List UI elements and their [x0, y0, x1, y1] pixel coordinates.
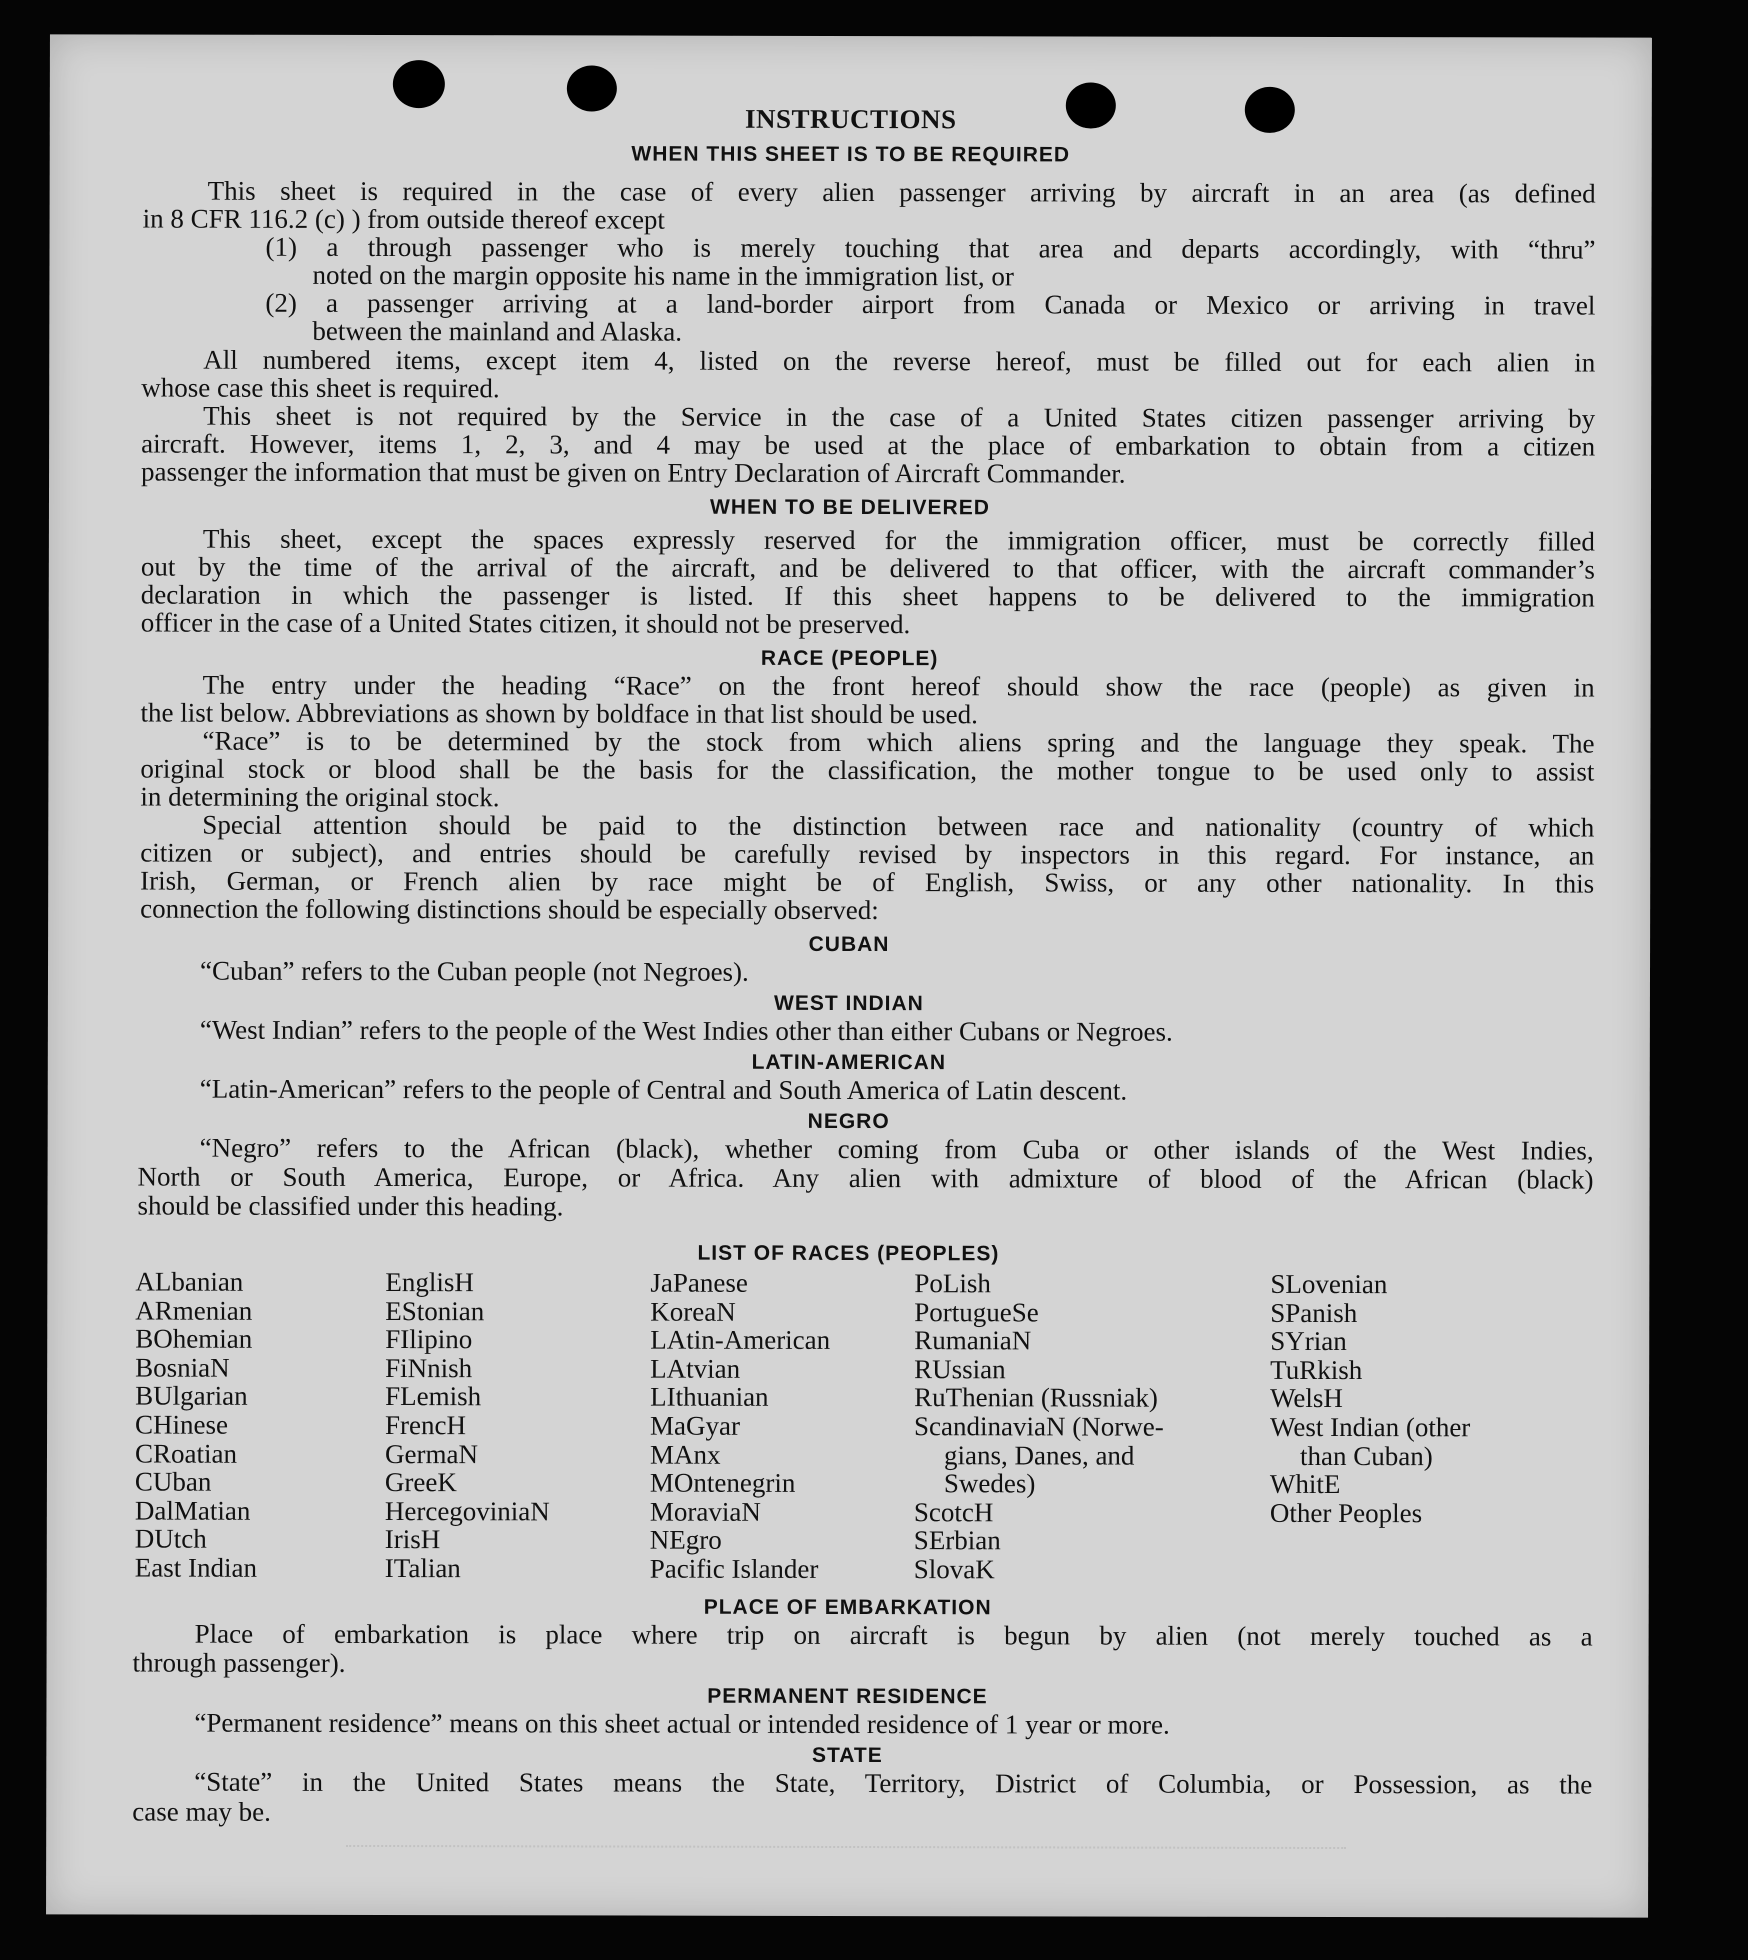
race-entry: HercegoviniaN: [384, 1495, 550, 1527]
text-line: the list below. Abbreviations as shown by boldface in that list should be used.: [140, 697, 978, 730]
text-line: declaration in which the passenger is listed. If this sheet happens to be delivered to the immigration: [140, 579, 1595, 613]
race-entry: SErbian: [913, 1525, 1001, 1556]
race-entry: RumaniaN: [914, 1325, 1032, 1356]
text-line: original stock or blood shall be the basis for the classification, the mother tongue to be used only to assist: [140, 753, 1595, 787]
race-entry: ScandinaviaN (Norwe-: [914, 1411, 1164, 1442]
race-entry: SlovaK: [913, 1554, 995, 1585]
text-line: This sheet, except the spaces expressly reserved for the immigration officer, must be correctly filled: [202, 523, 1595, 557]
text-line: through passenger).: [132, 1647, 346, 1678]
race-entry: SYrian: [1270, 1326, 1347, 1357]
race-entry: BosniaN: [135, 1352, 230, 1383]
heading-when-required: WHEN THIS SHEET IS TO BE REQUIRED: [631, 142, 1071, 167]
race-entry: FLemish: [385, 1381, 482, 1412]
race-entry: JaPanese: [650, 1267, 748, 1298]
race-entry: West Indian (other: [1270, 1411, 1471, 1443]
race-entry: MoraviaN: [649, 1496, 761, 1527]
text-line: officer in the case of a United States citizen, it should not be preserved.: [140, 607, 911, 640]
race-entry: DalMatian: [134, 1495, 251, 1526]
text-line: All numbered items, except item 4, listed on the reverse hereof, must be filled out for each alien in: [203, 344, 1596, 378]
text-line: Irish, German, or French alien by race might be of English, Swiss, or any other nationality. In this: [140, 865, 1595, 899]
races-column-4: [914, 1269, 1164, 1584]
race-entry: SPanish: [1270, 1297, 1358, 1328]
text-line: between the mainland and Alaska.: [312, 315, 683, 347]
heading-negro: NEGRO: [807, 1109, 890, 1134]
heading-race-people: RACE (PEOPLE): [760, 646, 939, 671]
race-entry: DUtch: [134, 1523, 207, 1554]
race-entry: CHinese: [135, 1409, 229, 1440]
heading-list-of-races: LIST OF RACES (PEOPLES): [697, 1241, 1000, 1266]
race-entry: CUban: [134, 1466, 212, 1497]
race-entry: ITalian: [384, 1552, 461, 1584]
text-line: noted on the margin opposite his name in the immigration list, or: [312, 259, 1014, 292]
race-entry: MaGyar: [650, 1410, 741, 1441]
race-entry: EStonian: [385, 1295, 485, 1326]
heading-permanent-residence: PERMANENT RESIDENCE: [707, 1684, 988, 1709]
text-line: “Race” is to be determined by the stock from which aliens spring and the language they speak. The: [202, 725, 1595, 759]
race-entry: FiNnish: [385, 1352, 473, 1383]
race-entry: Swedes): [943, 1468, 1036, 1499]
race-entry: WhitE: [1269, 1469, 1341, 1500]
race-entry: than Cuban): [1299, 1440, 1433, 1471]
race-entry: ScotcH: [913, 1496, 994, 1528]
race-entry: TuRkish: [1270, 1354, 1363, 1385]
race-entry: LIthuanian: [650, 1381, 769, 1413]
text-line: out by the time of the arrival of the aircraft, and be delivered to that officer, with the aircraft commander’s: [140, 551, 1595, 585]
race-entry: WelsH: [1270, 1383, 1343, 1414]
text-line: case may be.: [132, 1796, 271, 1827]
race-entry: MAnx: [649, 1439, 721, 1470]
text-line: (2) a passenger arriving at a land-border airport from Canada or Mexico or arriving in travel: [265, 287, 1596, 321]
text-line: should be classified under this heading.: [137, 1190, 564, 1222]
text-line: citizen or subject), and entries should be carefully revised by inspectors in this regard. For instance, an: [140, 837, 1595, 871]
text-line: The entry under the heading “Race” on the front hereof should show the race (people) as given in: [202, 669, 1595, 703]
text-line: This sheet is not required by the Service in the case of a United States citizen passenger arriving by: [203, 400, 1596, 434]
race-entry: RUssian: [914, 1353, 1006, 1385]
race-entry: EnglisH: [385, 1267, 474, 1298]
race-entry: FrencH: [385, 1409, 467, 1441]
race-entry: NEgro: [649, 1524, 722, 1556]
race-entry: LAtin-American: [650, 1324, 831, 1356]
race-entry: Other Peoples: [1269, 1497, 1423, 1528]
text-line: Place of embarkation is place where trip on aircraft is begun by alien (not merely touched as a: [194, 1618, 1593, 1652]
text-line: (1) a through passenger who is merely touching that area and departs accordingly, with “thru”: [265, 231, 1596, 265]
race-entry: PortugueSe: [914, 1296, 1039, 1327]
text-line: “Permanent residence” means on this sheet actual or intended residence of 1 year or more.: [194, 1707, 1170, 1740]
text-line: whose case this sheet is required.: [141, 372, 500, 404]
race-entry: SLovenian: [1270, 1268, 1388, 1300]
race-entry: gians, Danes, and: [943, 1439, 1135, 1471]
race-entry: ALbanian: [135, 1266, 244, 1297]
race-entry: KoreaN: [650, 1296, 736, 1327]
race-entry: CRoatian: [134, 1438, 238, 1469]
text-line: aircraft. However, items 1, 2, 3, and 4 may be used at the place of embarkation to obtain from a citizen: [141, 428, 1596, 462]
heading-place-of-embarkation: PLACE OF EMBARKATION: [703, 1595, 992, 1620]
race-entry: PoLish: [914, 1268, 991, 1299]
races-column-2: [385, 1268, 551, 1583]
race-entry: LAtvian: [650, 1353, 741, 1384]
text-line: in 8 CFR 116.2 (c) ) from outside thereof except: [142, 203, 665, 235]
document-sheet: [46, 34, 1652, 1917]
instructions-content: [46, 34, 1652, 1917]
text-line: “Latin-American” refers to the people of Central and South America of Latin descent.: [199, 1073, 1128, 1106]
races-column-3: [650, 1269, 831, 1584]
races-column-1: [135, 1268, 258, 1583]
text-line: Special attention should be paid to the distinction between race and nationality (country of which: [202, 809, 1595, 843]
text-line: connection the following distinctions should be especially observed:: [140, 893, 879, 926]
text-line: in determining the original stock.: [140, 781, 500, 813]
text-line: passenger the information that must be given on Entry Declaration of Aircraft Commander.: [141, 456, 1126, 489]
race-entry: GermaN: [384, 1438, 478, 1469]
text-line: “Negro” refers to the African (black), whether coming from Cuba or other islands of the West Indies,: [199, 1132, 1594, 1166]
heading-state: STATE: [811, 1743, 883, 1768]
race-entry: Pacific Islander: [649, 1553, 819, 1584]
text-line: North or South America, Europe, or Africa. Any alien with admixture of blood of the African (black): [137, 1161, 1594, 1195]
text-line: This sheet is required in the case of every alien passenger arriving by aircraft in an area (as defined: [207, 175, 1596, 209]
text-line: “State” in the United States means the State, Territory, District of Columbia, or Possession, as the: [194, 1766, 1593, 1800]
race-entry: FIlipino: [385, 1324, 473, 1355]
race-entry: GreeK: [384, 1467, 457, 1498]
heading-cuban: CUBAN: [808, 932, 890, 957]
race-entry: IrisH: [384, 1524, 441, 1555]
race-entry: East Indian: [134, 1552, 258, 1583]
instructions-title: INSTRUCTIONS: [744, 103, 957, 135]
race-entry: BOhemian: [135, 1323, 253, 1354]
faint-footer-print: [346, 1845, 1346, 1879]
text-line: “West Indian” refers to the people of the West Indies other than either Cubans or Negroes.: [199, 1014, 1173, 1047]
races-column-5: [1270, 1270, 1471, 1528]
heading-latin-american: LATIN-AMERICAN: [751, 1050, 947, 1075]
race-entry: MOntenegrin: [649, 1467, 796, 1499]
text-line: “Cuban” refers to the Cuban people (not Negroes).: [199, 955, 749, 987]
race-entry: RuThenian (Russniak): [914, 1382, 1158, 1414]
race-entry: ARmenian: [135, 1295, 253, 1326]
race-entry: BUlgarian: [135, 1380, 248, 1412]
heading-west-indian: WEST INDIAN: [773, 991, 924, 1016]
heading-when-delivered: WHEN TO BE DELIVERED: [710, 495, 990, 520]
